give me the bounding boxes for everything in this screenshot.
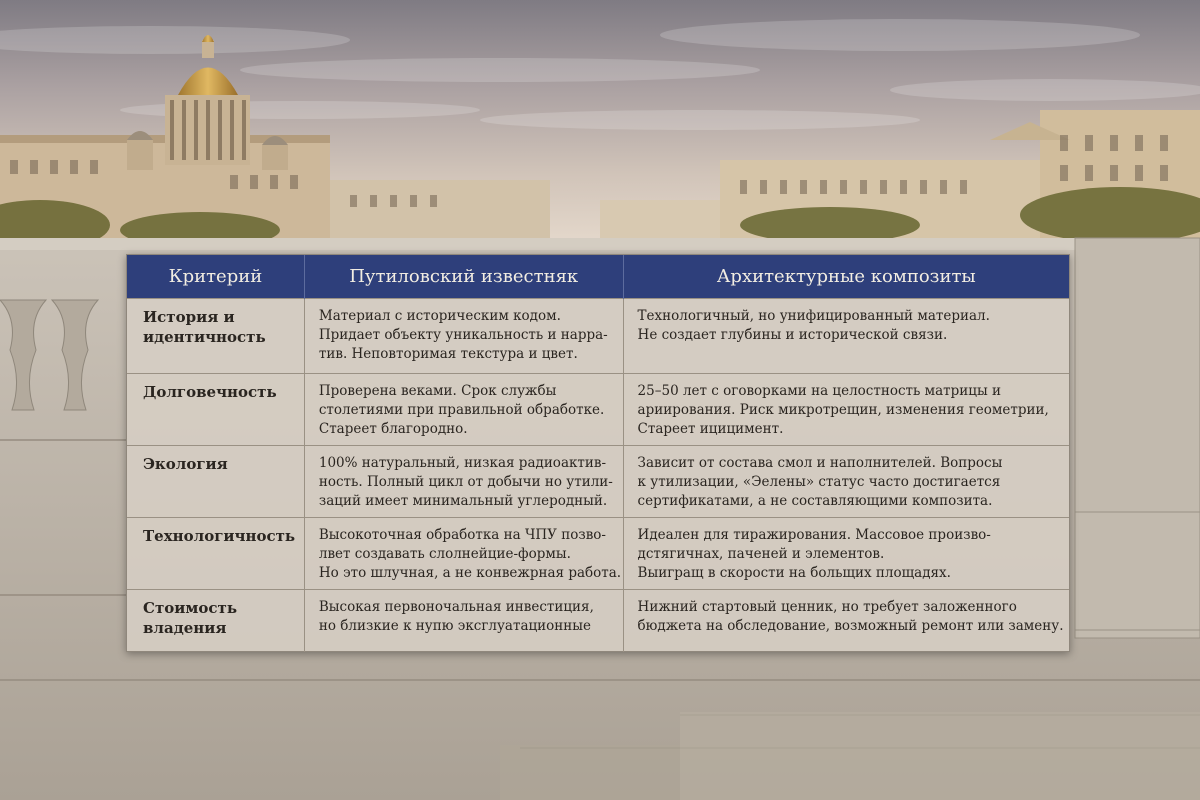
table-row (127, 518, 1069, 590)
criterion-cell: Стоимость владения (127, 590, 304, 653)
table-row (127, 446, 1069, 518)
putilov-cell: Материал с историческим кодом. Придает объекту уникальность и нарра- тив. Неповторимая текстура и цвет. (304, 299, 623, 374)
comparison-table (126, 254, 1070, 652)
composite-cell: Технологичный, но унифицированный материал. Не создает глубины и исторической связи. (623, 299, 1069, 374)
putilov-cell: Высокая первоночальная инвестиция, но близкие к нупю эксглуатационные (304, 590, 623, 653)
composite-cell: Зависит от состава смол и наполнителей. Вопросы к утилизации, «Эелены» статус часто достигается сертификатами, а не составляющими композита. (623, 446, 1069, 518)
criterion-cell: Технологичность (127, 518, 304, 590)
table-header-row (127, 255, 1069, 299)
criterion-cell: Экология (127, 446, 304, 518)
header-putilov-limestone: Путиловский известняк (304, 255, 623, 299)
composite-cell: Идеален для тиражирования. Массовое произво- дстягичнах, паченей и элементов. Выигращ в скорости на больщих площадях. (623, 518, 1069, 590)
composite-cell: 25–50 лет с оговорками на целостность матрицы и ариирования. Риск микротрещин, изменения геометрии, Стареет ицицимент. (623, 374, 1069, 446)
table-row (127, 299, 1069, 374)
table-row (127, 590, 1069, 653)
header-criterion: Критерий (127, 255, 304, 299)
putilov-cell: Высокоточная обработка на ЧПУ позво- лвет создавать слолнейцие-формы. Но это шлучная, а не конвежрная работа. (304, 518, 623, 590)
criterion-cell: История и идентичность (127, 299, 304, 374)
putilov-cell: 100% натуральный, низкая радиоактив- ность. Полный цикл от добычи но утили- заций имеет минимальный углеродный. (304, 446, 623, 518)
header-architectural-composites: Архитектурные композиты (623, 255, 1069, 299)
composite-cell: Нижний стартовый ценник, но требует заложенного бюджета на обследование, возможный ремонт или замену. (623, 590, 1069, 653)
criterion-cell: Долговечность (127, 374, 304, 446)
table-row (127, 374, 1069, 446)
putilov-cell: Проверена веками. Срок службы столетиями при правильной обработке. Стареет благородно. (304, 374, 623, 446)
